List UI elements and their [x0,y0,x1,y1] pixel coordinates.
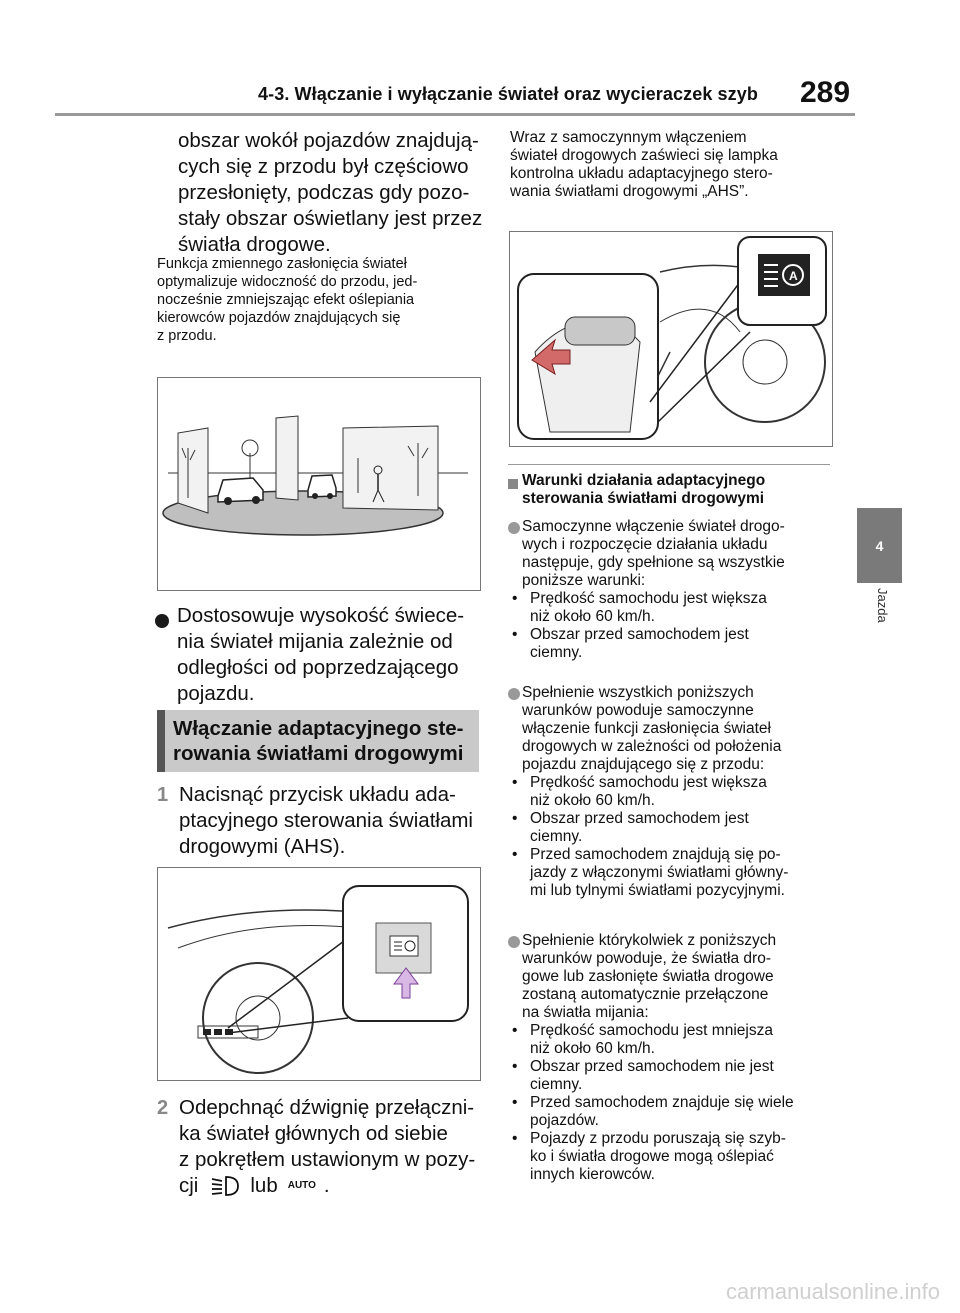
text-line: wania światłami drogowymi „AHS”. [510,183,749,200]
text-line: z przodu. [157,328,217,344]
list-item: • Prędkość samochodu jest większa niż około 60 km/h. [512,590,767,625]
text-line: świateł drogowych zaświeci się lampka [510,147,778,164]
text-line: z pokrętłem ustawionym w pozy- [179,1148,476,1171]
text-line: niż około 60 km/h. [530,1040,655,1057]
left-intro [178,128,488,258]
bullet-icon [155,614,169,628]
text-line: gowe lub zasłonięte światła drogowe [522,968,774,985]
step-number: 2 [157,1097,169,1119]
page-number: 289 [800,76,851,109]
text-line: ka świateł głównych od siebie [179,1122,448,1145]
text-line: jazdy z włączonymi światłami główny- [530,864,789,881]
road-illustration [157,377,481,591]
text-line: ko i światła drogowe mogą oślepiać [530,1148,774,1165]
text-line: Obszar przed samochodem jest [530,626,749,643]
text-line: ciemny. [530,828,583,845]
text-line: Prędkość samochodu jest mniejsza [530,1022,773,1039]
text-line: Nacisnąć przycisk układu ada- [179,783,456,806]
road-scene-drawing [158,378,480,590]
header-title: 4-3. Włączanie i wyłączanie świateł oraz wycieraczek szyb [258,84,758,104]
lever-indicator-illustration [509,231,833,447]
text-line: Dostosowuje wysokość świece- [177,604,465,627]
bullet-icon [508,522,520,534]
text-line: ciemny. [530,1076,583,1093]
list-item: • Obszar przed samochodem nie jest ciemny. [512,1058,774,1093]
text-line: drogowymi (AHS). [179,835,346,858]
text-line: na światła mijania: [522,1004,649,1021]
dashboard-drawing [158,868,480,1080]
text-line: Odepchnąć dźwignię przełączni- [179,1096,475,1119]
text-line: niż około 60 km/h. [530,792,655,809]
left-bullet [155,603,485,707]
text-line: nia świateł mijania zależnie od [177,630,453,653]
list-item: • Prędkość samochodu jest mniejsza niż około 60 km/h. [512,1022,773,1057]
text-line: odległości od poprzedzającego [177,656,459,679]
lever-drawing [510,232,832,446]
chapter-label: Jazda [875,588,890,623]
text-line: cych się z przodu był częściowo [178,155,469,178]
chapter-tab[interactable]: 4 [857,508,902,583]
condition-group-1 [508,518,838,662]
text-line: włączenie funkcji zasłonięcia świateł [522,720,771,737]
text-line: Funkcja zmiennego zasłonięcia świateł [157,256,407,272]
list-item: • Prędkość samochodu jest większa niż około 60 km/h. [512,774,767,809]
text-line: następuje, gdy spełnione są wszystkie [522,554,785,571]
text-line: obszar wokół pojazdów znajdują- [178,129,479,152]
section-heading-accent [157,710,165,772]
text-line: Prędkość samochodu jest większa [530,774,767,791]
text-line [179,1173,475,1199]
text-line: Pojazdy z przodu poruszają się szyb- [530,1130,786,1147]
text-line: Obszar przed samochodem nie jest [530,1058,774,1075]
text-segment: . [323,1174,330,1197]
text-line: światła drogowe. [178,233,331,256]
text-line: ciemny. [530,644,583,661]
text-line: ptacyjnego sterowania światłami [179,809,473,832]
bullet-icon [508,688,520,700]
condition-group-3 [508,932,838,1184]
text-line: innych kierowców. [530,1166,655,1183]
list-item: • Przed samochodem znajdują się po- jazdy z włączonymi światłami główny- mi lub tylnymi światłami pozycyjnymi. [512,846,789,899]
list-item: • Obszar przed samochodem jest ciemny. [512,810,749,845]
text-line: zostaną automatycznie przełączone [522,986,769,1003]
text-line: optymalizuje widoczność do przodu, jed- [157,274,418,290]
watermark: carmanualsonline.info [725,1279,940,1304]
section-heading [157,710,479,772]
text-line: Przed samochodem znajduje się wiele [530,1094,794,1111]
list-item: • Przed samochodem znajduje się wiele pojazdów. [512,1094,794,1129]
text-line: warunków powoduje samoczynne [522,702,754,719]
svg-text:A: A [789,269,798,283]
step-1 [157,782,487,860]
auto-symbol-icon: AUTO [287,1180,316,1191]
text-segment: lub [250,1174,278,1197]
text-line: warunków powoduje, że światła dro- [522,950,771,967]
text-line: sterowania światłami drogowymi [522,490,765,507]
text-line: Spełnienie wszystkich poniższych [522,684,754,701]
dashboard-switch-illustration [157,867,481,1081]
text-segment: cji [179,1174,199,1197]
bullet-icon [508,936,520,948]
text-line: drogowych w zależności od położenia [522,738,782,755]
divider [508,464,830,465]
list-item: • Obszar przed samochodem jest ciemny. [512,626,749,661]
step-number: 1 [157,784,169,806]
text-line: nocześnie zmniejszając efekt oślepiania [157,292,415,308]
step-2 [157,1095,487,1199]
text-line: Spełnienie którykolwiek z poniższych [522,932,777,949]
text-line: pojazdu. [177,682,255,705]
text-line: kierowców pojazdów znajdujących się [157,310,401,326]
headlight-symbol-icon [204,1174,244,1198]
header-rule [55,113,855,116]
text-line: Samoczynne włączenie świateł drogo- [522,518,785,535]
list-item: • Pojazdy z przodu poruszają się szyb- ko i światła drogowe mogą oślepiać innych kierowców. [512,1130,786,1183]
subheading [508,472,838,508]
heading-line: rowania światłami drogowymi [173,742,464,765]
text-line: niż około 60 km/h. [530,608,655,625]
text-line: pojazdu znajdującego się z przodu: [522,756,765,773]
heading-line: Włączanie adaptacyjnego ste- [173,717,464,740]
text-line: mi lub tylnymi światłami pozycyjnymi. [530,882,785,899]
text-line: stały obszar oświetlany jest przez [178,207,483,230]
condition-group-2 [508,684,838,900]
text-line: Przed samochodem znajdują się po- [530,846,781,863]
left-note [157,255,487,345]
text-line: Wraz z samoczynnym włączeniem [510,129,747,146]
right-intro [510,129,835,201]
text-line: kontrolna układu adaptacyjnego stero- [510,165,773,182]
text-line: Warunki działania adaptacyjnego [522,472,766,489]
text-line: pojazdów. [530,1112,599,1129]
text-line: poniższe warunki: [522,572,646,589]
text-line: przesłonięty, podczas gdy pozo- [178,181,470,204]
text-line: Obszar przed samochodem jest [530,810,749,827]
text-line: Prędkość samochodu jest większa [530,590,767,607]
square-bullet-icon [508,479,518,489]
text-line: wych i rozpoczęcie działania układu [522,536,768,553]
